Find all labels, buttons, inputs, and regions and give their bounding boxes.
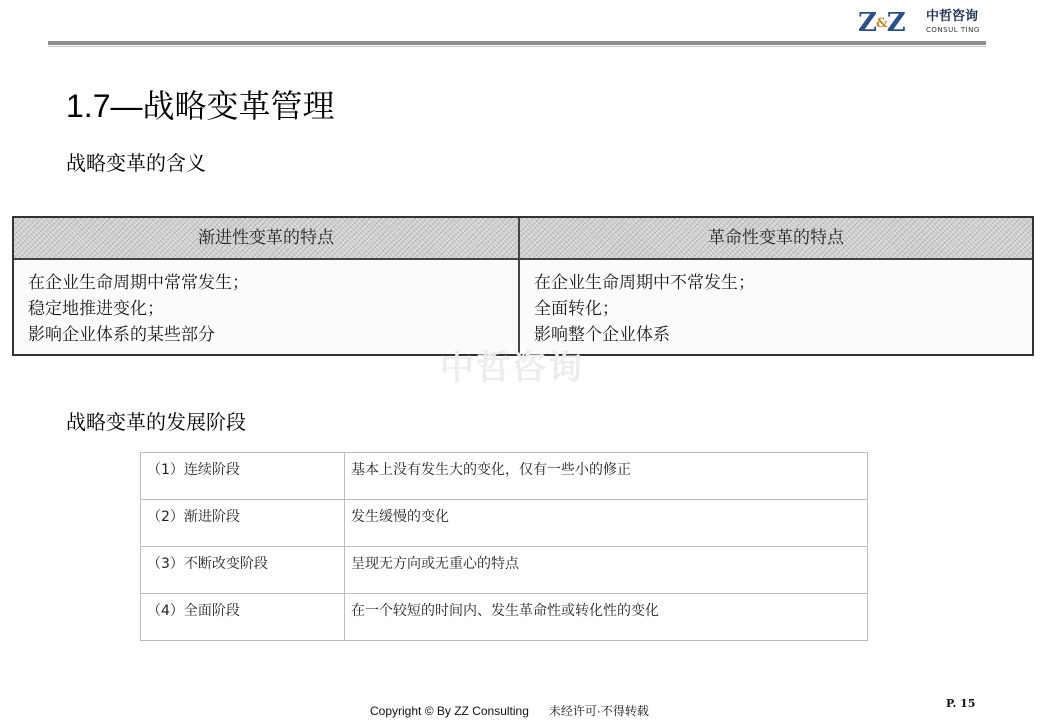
- footer: [370, 702, 649, 719]
- gradual-change-header: 渐进性变革的特点: [14, 218, 518, 260]
- revolutionary-change-header: 革命性变革的特点: [520, 218, 1032, 260]
- section-heading-meaning: 战略变革的含义: [66, 151, 206, 175]
- table-row: [141, 594, 868, 641]
- page-number: P. 15: [946, 697, 976, 710]
- stage-cell: （1）连续阶段: [141, 453, 345, 500]
- stage-cell: （4）全面阶段: [141, 594, 345, 641]
- comparison-table-image: [12, 216, 1034, 356]
- stages-table: [140, 452, 868, 641]
- stage-description-cell: 呈现无方向或无重心的特点: [345, 547, 868, 594]
- section-heading-stages: 战略变革的发展阶段: [66, 410, 246, 434]
- stage-description-cell: 基本上没有发生大的变化，仅有一些小的修正: [345, 453, 868, 500]
- stage-cell: （3）不断改变阶段: [141, 547, 345, 594]
- revolutionary-change-line: 影响整个企业体系: [534, 325, 670, 345]
- table-row: [141, 500, 868, 547]
- copyright-text: Copyright © By ZZ Consulting: [370, 704, 529, 718]
- logo-mark-letter: Z: [858, 8, 876, 38]
- gradual-change-line: 稳定地推进变化；: [28, 299, 164, 319]
- logo-cn-text: 中哲咨询: [926, 9, 979, 24]
- logo-mark: [858, 8, 905, 39]
- company-logo: [858, 8, 984, 38]
- revolutionary-change-body: [534, 270, 755, 348]
- gradual-change-line: 影响企业体系的某些部分: [28, 325, 215, 345]
- table-row: [141, 453, 868, 500]
- watermark: 中哲咨询: [440, 348, 584, 388]
- gradual-change-line: 在企业生命周期中常常发生；: [28, 273, 249, 293]
- slide-title: 1.7—战略变革管理: [66, 88, 335, 124]
- header-divider: [48, 41, 986, 45]
- revolutionary-change-line: 全面转化；: [534, 299, 619, 319]
- header-divider-thin: [48, 46, 986, 47]
- stage-description-cell: 发生缓慢的变化: [345, 500, 868, 547]
- revolutionary-change-line: 在企业生命周期中不常发生；: [534, 273, 755, 293]
- gradual-change-body: [28, 270, 249, 348]
- logo-en-text: CONSUL TING: [926, 26, 980, 34]
- logo-mark-amp: &: [875, 16, 887, 31]
- stage-cell: （2）渐进阶段: [141, 500, 345, 547]
- gradual-change-column: [14, 218, 520, 354]
- logo-mark-letter: Z: [886, 8, 905, 38]
- table-row: [141, 547, 868, 594]
- stage-description-cell: 在一个较短的时间内、发生革命性或转化性的变化: [345, 594, 868, 641]
- reproduction-notice: 未经许可·不得转载: [548, 704, 649, 718]
- revolutionary-change-column: [520, 218, 1032, 354]
